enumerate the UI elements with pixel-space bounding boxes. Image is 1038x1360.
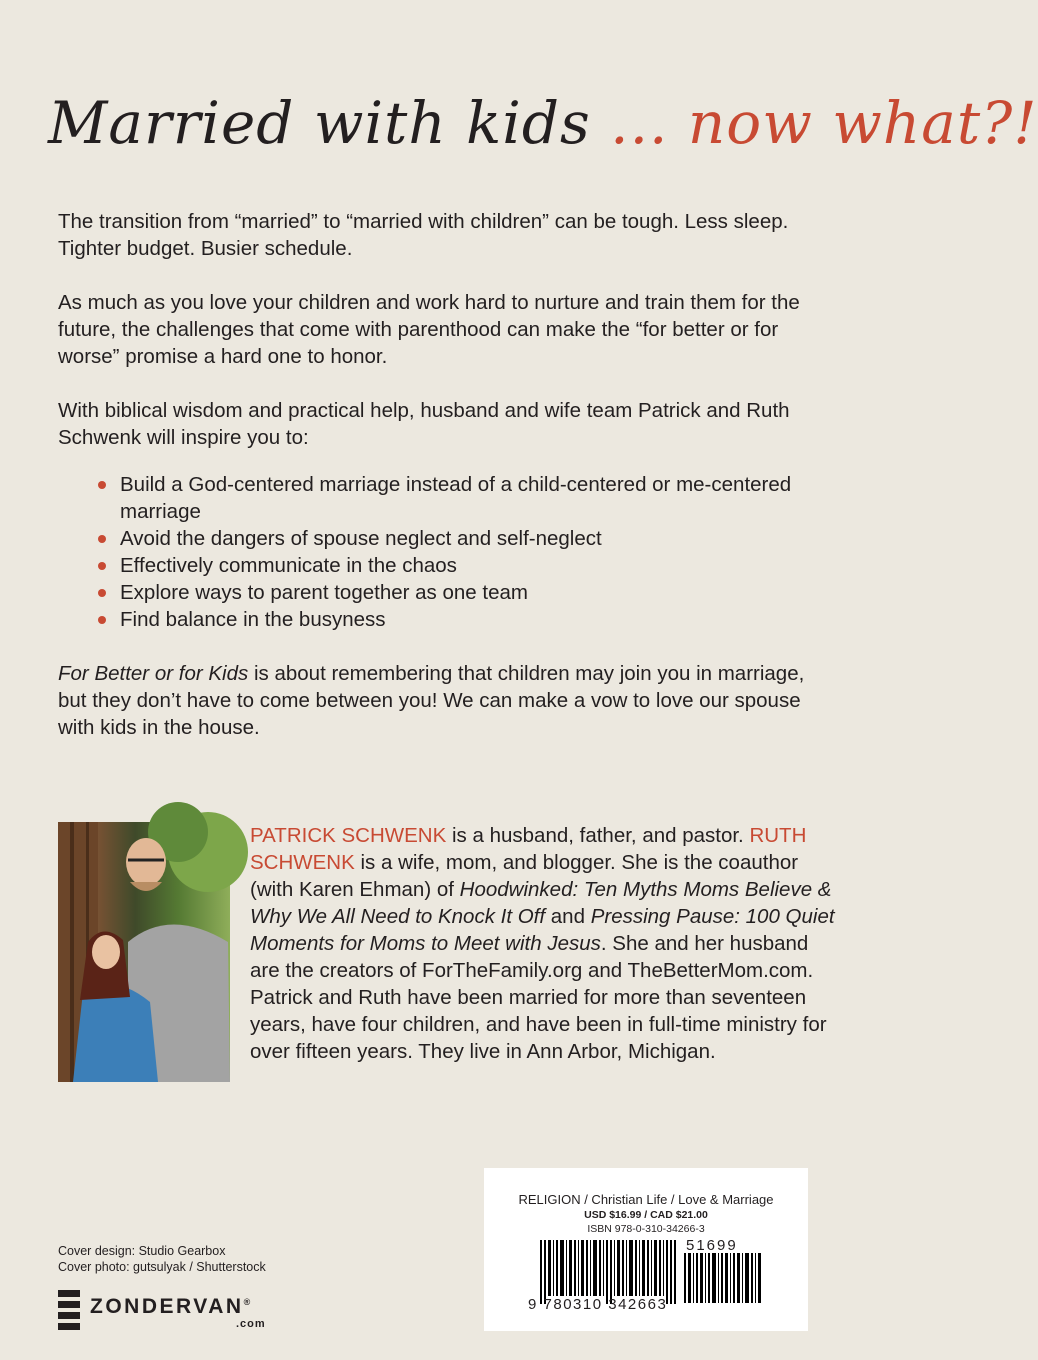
cover-credits	[58, 1243, 266, 1275]
bullet-dot-icon	[98, 589, 106, 597]
headline	[48, 78, 1038, 168]
cover-photo-credit: Cover photo: gutsulyak / Shutterstock	[58, 1260, 266, 1274]
barcode-number: 9 780310 342663	[528, 1296, 668, 1313]
publisher-suffix: .com	[236, 1318, 266, 1330]
closing-paragraph: For Better or for Kids is about remembering that children may join you in marriage, but they don’t have to come between you! We can make a vow to love our spouse with kids in the house.	[58, 662, 805, 739]
barcode-panel	[484, 1168, 808, 1331]
bullet-dot-icon	[98, 481, 106, 489]
description	[58, 208, 828, 768]
book-title-pressing-pause: Pressing Pause: 100 Quiet Moments for Moms to Meet with Jesus	[250, 905, 835, 955]
publisher-name: ZONDERVAN®	[90, 1295, 253, 1318]
paragraph-2: As much as you love your children and work hard to nurture and train them for the future, the challenges that come with parenthood can make the “for better or for worse” promise a hard one to honor.	[58, 291, 800, 368]
list-item: Avoid the dangers of spouse neglect and self-neglect	[98, 525, 828, 552]
author-photo	[58, 822, 230, 1082]
publisher-logo	[58, 1290, 298, 1332]
bullet-dot-icon	[98, 616, 106, 624]
bisac-category: RELIGION / Christian Life / Love & Marriage	[518, 1192, 774, 1207]
benefits-list	[58, 471, 828, 633]
book-title: For Better or for Kids	[58, 662, 249, 685]
isbn-label: ISBN 978-0-310-34266-3	[587, 1223, 705, 1235]
author-name-patrick: PATRICK SCHWENK	[250, 824, 447, 847]
list-item: Effectively communicate in the chaos	[98, 552, 828, 579]
list-item: Explore ways to parent together as one team	[98, 579, 828, 606]
addon-number: 51699	[686, 1237, 738, 1254]
bullet-dot-icon	[98, 535, 106, 543]
author-bio: PATRICK SCHWENK is a husband, father, and pastor. RUTH SCHWENK is a wife, mom, and blogger. She is the coauthor (with Karen Ehman) of Hoodwinked: Ten Myths Moms Believe & Why We All Need to Knock It Off and Pressing Pause: 100 Quiet Moments for Moms to Meet with Jesus. She and her husband are the creators of ForTheFamily.org and TheBetterMom.com. Patrick and Ruth have been married for more than seventeen years, have four children, and have been in full-time ministry for over fifteen years. They live in Ann Arbor, Michigan.	[250, 824, 835, 1063]
paragraph-1: The transition from “married” to “married with children” can be tough. Less sleep. Tighter budget. Busier schedule.	[58, 210, 789, 260]
list-item: Find balance in the busyness	[98, 606, 828, 633]
paragraph-3: With biblical wisdom and practical help, husband and wife team Patrick and Ruth Schwenk will inspire you to:	[58, 399, 790, 449]
headline-accent: ... now what?!	[590, 89, 1038, 157]
author-name-ruth: RUTH SCHWENK	[250, 824, 807, 874]
book-title-hoodwinked: Hoodwinked: Ten Myths Moms Believe & Why We All Need to Knock It Off	[250, 878, 832, 928]
addon-barcode-bars	[684, 1253, 762, 1303]
barcode-bars	[540, 1240, 676, 1304]
list-item: Build a God-centered marriage instead of a child-centered or me-centered marriage	[98, 471, 828, 525]
bullet-dot-icon	[98, 562, 106, 570]
cover-design-credit: Cover design: Studio Gearbox	[58, 1244, 226, 1258]
headline-main: Married with kids	[48, 89, 591, 157]
price-label: USD $16.99 / CAD $21.00	[584, 1209, 708, 1221]
zondervan-mark-icon	[58, 1290, 80, 1330]
